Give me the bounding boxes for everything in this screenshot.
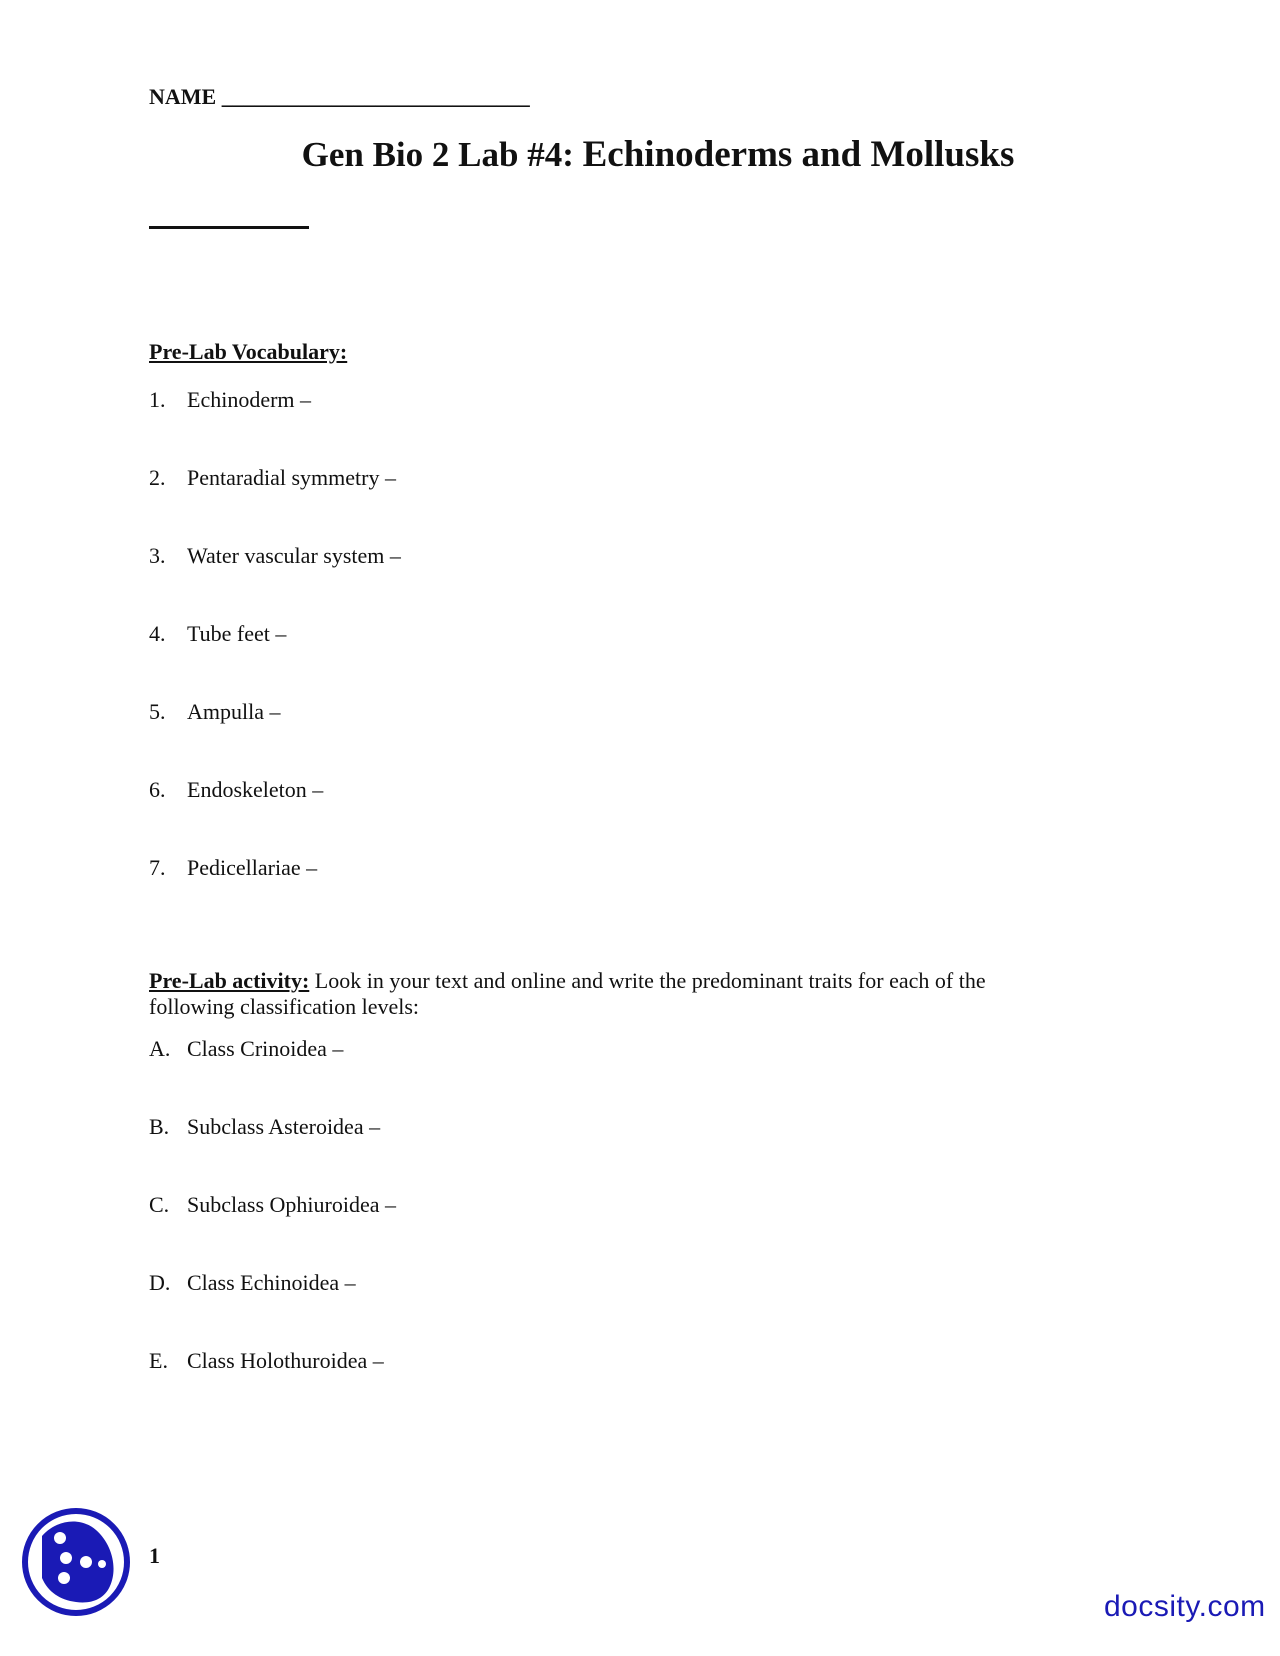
activity-instructions [149, 968, 1049, 1020]
classification-item [149, 1192, 396, 1218]
page-title-part2: Echinoderms and Mollusks [582, 134, 1015, 175]
vocab-item-term: Tube feet – [187, 621, 287, 646]
vocab-item [149, 855, 317, 881]
classification-item-letter: A. [149, 1036, 171, 1061]
vocab-item-number: 1. [149, 387, 166, 412]
activity-text: Look in your text and online and write the predominant traits for each of the following classification levels: [149, 968, 986, 1019]
classification-item [149, 1348, 384, 1374]
docsity-watermark: docsity.com [1104, 1590, 1266, 1623]
vocab-item [149, 465, 396, 491]
vocab-item-number: 4. [149, 621, 166, 646]
logo-dot [80, 1556, 92, 1568]
vocab-item-number: 5. [149, 699, 166, 724]
classification-item-label: Class Crinoidea – [187, 1036, 344, 1061]
vocab-item-term: Echinoderm – [187, 387, 312, 412]
classification-item-label: Class Holothuroidea – [187, 1348, 384, 1373]
docsity-logo-icon [20, 1506, 132, 1618]
logo-dot [58, 1572, 70, 1584]
logo-dot [54, 1532, 66, 1544]
activity-heading: Pre-Lab activity: [149, 968, 310, 993]
vocab-item [149, 699, 281, 725]
vocab-item-term: Pentaradial symmetry – [187, 465, 396, 490]
classification-item-label: Class Echinoidea – [187, 1270, 356, 1295]
classification-item [149, 1036, 343, 1062]
page-title [0, 133, 1280, 176]
vocab-item [149, 777, 323, 803]
vocab-item-number: 7. [149, 855, 166, 880]
vocab-item-term: Pedicellariae – [187, 855, 318, 880]
classification-item [149, 1114, 380, 1140]
vocabulary-heading: Pre-Lab Vocabulary: [149, 339, 348, 364]
vocab-item-term: Ampulla – [187, 699, 281, 724]
name-field-label: NAME ____________________________ [149, 84, 530, 109]
classification-item-letter: E. [149, 1348, 168, 1373]
page-title-part1: Gen Bio 2 Lab #4: [301, 135, 583, 174]
vocab-item-number: 6. [149, 777, 166, 802]
classification-item-letter: C. [149, 1192, 170, 1217]
page-number: 1 [149, 1543, 160, 1568]
logo-dot [98, 1560, 106, 1568]
classification-item-label: Subclass Asteroidea – [187, 1114, 381, 1139]
vocab-item-term: Water vascular system – [187, 543, 401, 568]
vocab-item-number: 2. [149, 465, 166, 490]
vocab-item [149, 621, 286, 647]
divider-rule [149, 226, 309, 229]
classification-item-letter: D. [149, 1270, 171, 1295]
vocab-item-number: 3. [149, 543, 166, 568]
classification-item-letter: B. [149, 1114, 170, 1139]
vocab-item [149, 387, 311, 413]
vocab-item-term: Endoskeleton – [187, 777, 324, 802]
classification-item-label: Subclass Ophiuroidea – [187, 1192, 396, 1217]
vocab-item [149, 543, 401, 569]
logo-dot [60, 1552, 72, 1564]
classification-item [149, 1270, 356, 1296]
